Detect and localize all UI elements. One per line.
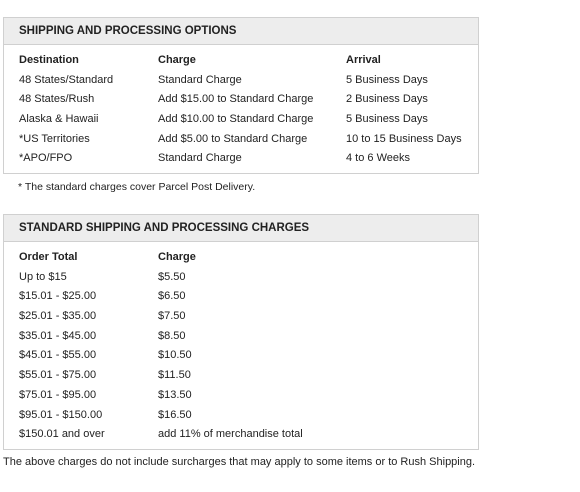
charge-cell: $6.50 <box>158 290 186 303</box>
order-total-cell: $45.01 - $55.00 <box>19 349 97 362</box>
table-header-row <box>19 51 478 71</box>
table-row <box>19 130 478 150</box>
shipping-options-panel <box>3 17 479 174</box>
charge-cell: $16.50 <box>158 408 192 421</box>
table-header-row <box>19 248 478 268</box>
table-row <box>19 307 478 327</box>
charge-cell: Standard Charge <box>158 152 242 165</box>
order-total-cell: $75.01 - $95.00 <box>19 388 97 401</box>
header-charge: Charge <box>158 251 196 263</box>
charge-cell: $5.50 <box>158 270 186 283</box>
header-destination: Destination <box>19 54 79 66</box>
order-total-cell: $150.01 and over <box>19 428 105 441</box>
order-total-cell: $25.01 - $35.00 <box>19 310 97 323</box>
destination-cell: 48 States/Rush <box>19 93 95 106</box>
order-total-cell: $35.01 - $45.00 <box>19 329 97 342</box>
order-total-cell: Up to $15 <box>19 270 67 283</box>
table-row <box>19 149 478 169</box>
charge-cell: Add $15.00 to Standard Charge <box>158 93 314 106</box>
shipping-options-title: SHIPPING AND PROCESSING OPTIONS <box>4 18 478 45</box>
surcharge-disclaimer: The above charges do not include surcharges that may apply to some items or to Rush Shipping. <box>3 456 476 468</box>
table-row <box>19 268 478 288</box>
table-row <box>19 366 478 386</box>
order-total-cell: $95.01 - $150.00 <box>19 408 103 421</box>
charge-cell: $11.50 <box>158 369 191 382</box>
charge-cell: $13.50 <box>158 388 192 401</box>
arrival-cell: 5 Business Days <box>346 113 428 126</box>
destination-cell: *APO/FPO <box>19 152 73 165</box>
standard-charges-table <box>4 242 478 445</box>
charge-cell: $10.50 <box>158 349 192 362</box>
table-row <box>19 346 478 366</box>
charge-cell: Add $5.00 to Standard Charge <box>158 132 308 145</box>
order-total-cell: $15.01 - $25.00 <box>19 290 97 303</box>
standard-charges-panel <box>3 214 479 450</box>
arrival-cell: 4 to 6 Weeks <box>346 152 410 165</box>
table-row <box>19 90 478 110</box>
table-row <box>19 287 478 307</box>
header-order-total: Order Total <box>19 251 78 263</box>
header-charge: Charge <box>158 54 196 66</box>
destination-cell: Alaska & Hawaii <box>19 113 99 126</box>
charge-cell: $7.50 <box>158 310 186 323</box>
table-row <box>19 71 478 91</box>
destination-cell: 48 States/Standard <box>19 73 114 86</box>
destination-cell: *US Territories <box>19 132 90 145</box>
charge-cell: add 11% of merchandise total <box>158 428 303 441</box>
charge-cell: Add $10.00 to Standard Charge <box>158 113 314 126</box>
parcel-post-note: * The standard charges cover Parcel Post Delivery. <box>18 181 256 193</box>
charge-cell: $8.50 <box>158 329 186 342</box>
shipping-options-table <box>4 45 478 169</box>
arrival-cell: 10 to 15 Business Days <box>346 132 462 145</box>
table-row <box>19 110 478 130</box>
order-total-cell: $55.01 - $75.00 <box>19 369 97 382</box>
charge-cell: Standard Charge <box>158 73 242 86</box>
table-row <box>19 406 478 426</box>
table-row <box>19 425 478 445</box>
table-row <box>19 386 478 406</box>
standard-charges-title: STANDARD SHIPPING AND PROCESSING CHARGES <box>4 215 478 242</box>
arrival-cell: 5 Business Days <box>346 73 428 86</box>
arrival-cell: 2 Business Days <box>346 93 428 106</box>
table-row <box>19 327 478 347</box>
header-arrival: Arrival <box>346 54 381 66</box>
